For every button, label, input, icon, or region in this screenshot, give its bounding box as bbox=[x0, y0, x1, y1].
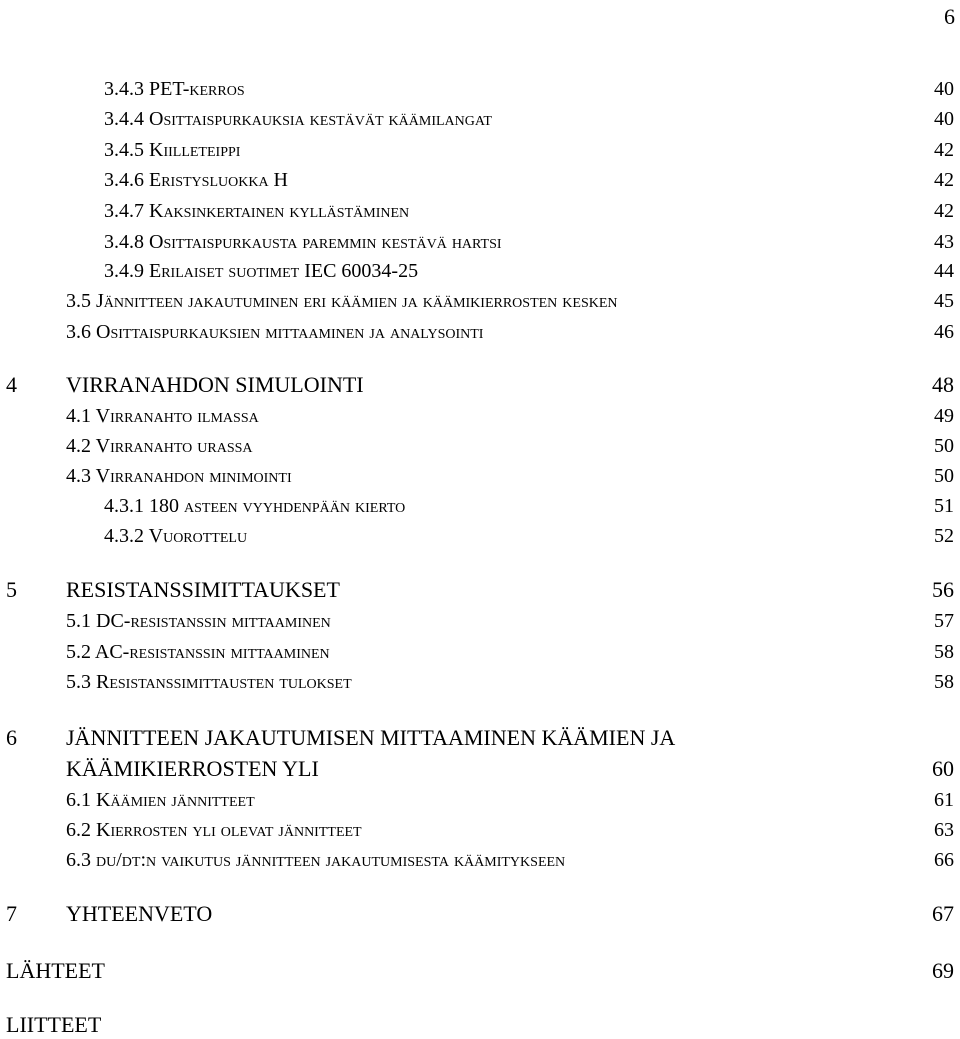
toc-entry-page: 40 bbox=[934, 78, 954, 100]
toc-entry-page: 63 bbox=[934, 819, 954, 841]
toc-entry-page: 50 bbox=[934, 465, 954, 487]
toc-entry-title: 6.1 Käämien jännitteet bbox=[66, 789, 255, 811]
toc-entry[interactable] bbox=[0, 492, 960, 520]
toc-entry-page: 45 bbox=[934, 290, 954, 312]
toc-entry[interactable] bbox=[0, 287, 960, 315]
toc-entry-title: 3.4.8 Osittaispurkausta paremmin kestävä hartsi bbox=[104, 231, 502, 253]
toc-entry-title: 3.4.9 Erilaiset suotimet IEC 60034-25 bbox=[104, 260, 419, 282]
toc-chapter[interactable] bbox=[0, 576, 960, 604]
toc-entry[interactable] bbox=[0, 402, 960, 430]
toc-entry-title: 4.3.1 180 asteen vyyhdenpään kierto bbox=[104, 495, 406, 517]
toc-entry-title: 3.4.6 Eristysluokka H bbox=[104, 169, 288, 191]
toc-entry-title: 5.1 DC-resistanssin mittaaminen bbox=[66, 610, 331, 632]
toc-entry[interactable] bbox=[0, 846, 960, 874]
toc-entry-page: 40 bbox=[934, 108, 954, 130]
toc-entry[interactable] bbox=[0, 522, 960, 550]
toc-entry-title: 6.3 du/dt:n vaikutus jännitteen jakautumisesta käämitykseen bbox=[66, 849, 566, 871]
toc-entry[interactable] bbox=[0, 75, 960, 103]
toc-chapter[interactable] bbox=[0, 371, 960, 399]
toc-entry[interactable] bbox=[0, 228, 960, 256]
toc-entry-page: 48 bbox=[932, 372, 954, 397]
toc-entry-page: 42 bbox=[934, 169, 954, 191]
toc-entry-page: 52 bbox=[934, 525, 954, 547]
toc-entry[interactable] bbox=[0, 105, 960, 133]
toc-chapter-number: 4 bbox=[6, 372, 17, 397]
toc-entry[interactable] bbox=[0, 668, 960, 696]
toc-entry-title: 3.4.3 PET-kerros bbox=[104, 78, 245, 100]
toc-entry-page: 66 bbox=[934, 849, 954, 871]
toc-entry[interactable] bbox=[0, 318, 960, 346]
toc-entry-page: 44 bbox=[934, 260, 954, 282]
toc-entry[interactable] bbox=[0, 638, 960, 666]
toc-entry-page: 42 bbox=[934, 200, 954, 222]
toc-entry[interactable] bbox=[0, 136, 960, 164]
toc-entry-title: 4.3 Virranahdon minimointi bbox=[66, 465, 292, 487]
toc-entry-title: 3.6 Osittaispurkauksien mittaaminen ja analysointi bbox=[66, 321, 484, 343]
toc-entry-page: 69 bbox=[932, 958, 954, 983]
toc-entry-title: 3.4.7 Kaksinkertainen kyllästäminen bbox=[104, 200, 410, 222]
toc-chapter-title: LÄHTEET bbox=[6, 958, 105, 983]
toc-entry-page: 58 bbox=[934, 641, 954, 663]
toc-entry[interactable] bbox=[0, 462, 960, 490]
page-number: 6 bbox=[944, 4, 955, 29]
toc-entry-page: 57 bbox=[934, 610, 954, 632]
toc-entry-page: 49 bbox=[934, 405, 954, 427]
toc-entry-page: 43 bbox=[934, 231, 954, 253]
toc-chapter[interactable] bbox=[0, 900, 960, 928]
toc-references[interactable] bbox=[0, 957, 960, 985]
toc-entry-page: 46 bbox=[934, 321, 954, 343]
toc-entry[interactable] bbox=[0, 432, 960, 460]
toc-entry[interactable] bbox=[0, 816, 960, 844]
toc-entry-page: 51 bbox=[934, 495, 954, 517]
toc-chapter[interactable] bbox=[0, 724, 960, 752]
toc-entry[interactable] bbox=[0, 257, 960, 285]
toc-entry[interactable] bbox=[0, 786, 960, 814]
toc-chapter-title: KÄÄMIKIERROSTEN YLI bbox=[66, 756, 319, 781]
toc-entry-title: 4.3.2 Vuorottelu bbox=[104, 525, 248, 547]
toc-entry[interactable] bbox=[0, 197, 960, 225]
toc-entry-title: 5.2 AC-resistanssin mittaaminen bbox=[66, 641, 330, 663]
toc-entry-page: 67 bbox=[932, 901, 954, 926]
toc-chapter-title: LIITTEET bbox=[6, 1012, 102, 1037]
toc-entry[interactable] bbox=[0, 166, 960, 194]
toc-chapter-title: VIRRANAHDON SIMULOINTI bbox=[66, 372, 364, 397]
toc-chapter-title: YHTEENVETO bbox=[66, 901, 213, 926]
toc-entry-page: 56 bbox=[932, 577, 954, 602]
toc-chapter-number: 7 bbox=[6, 901, 17, 926]
toc-entry-title: 3.4.5 Kiilleteippi bbox=[104, 139, 241, 161]
toc-entry[interactable] bbox=[0, 607, 960, 635]
toc-entry-title: 4.1 Virranahto ilmassa bbox=[66, 405, 259, 427]
toc-entry-title: 4.2 Virranahto urassa bbox=[66, 435, 253, 457]
toc-chapter-number: 5 bbox=[6, 577, 17, 602]
toc-chapter-continued[interactable] bbox=[0, 755, 960, 783]
toc-entry-page: 60 bbox=[932, 756, 954, 781]
toc-entry-title: 6.2 Kierrosten yli olevat jännitteet bbox=[66, 819, 362, 841]
toc-entry-title: 3.5 Jännitteen jakautuminen eri käämien ja käämikierrosten kesken bbox=[66, 290, 618, 312]
toc-chapter-number: 6 bbox=[6, 725, 17, 750]
toc-entry-title: 3.4.4 Osittaispurkauksia kestävät käämilangat bbox=[104, 108, 492, 130]
toc-entry-page: 58 bbox=[934, 671, 954, 693]
toc-chapter-title: JÄNNITTEEN JAKAUTUMISEN MITTAAMINEN KÄÄMIEN JA bbox=[66, 725, 676, 750]
toc-entry-title: 5.3 Resistanssimittausten tulokset bbox=[66, 671, 352, 693]
toc-appendices[interactable] bbox=[0, 1011, 960, 1039]
toc-chapter-title: RESISTANSSIMITTAUKSET bbox=[66, 577, 340, 602]
toc-entry-page: 61 bbox=[934, 789, 954, 811]
toc-entry-page: 50 bbox=[934, 435, 954, 457]
toc-entry-page: 42 bbox=[934, 139, 954, 161]
